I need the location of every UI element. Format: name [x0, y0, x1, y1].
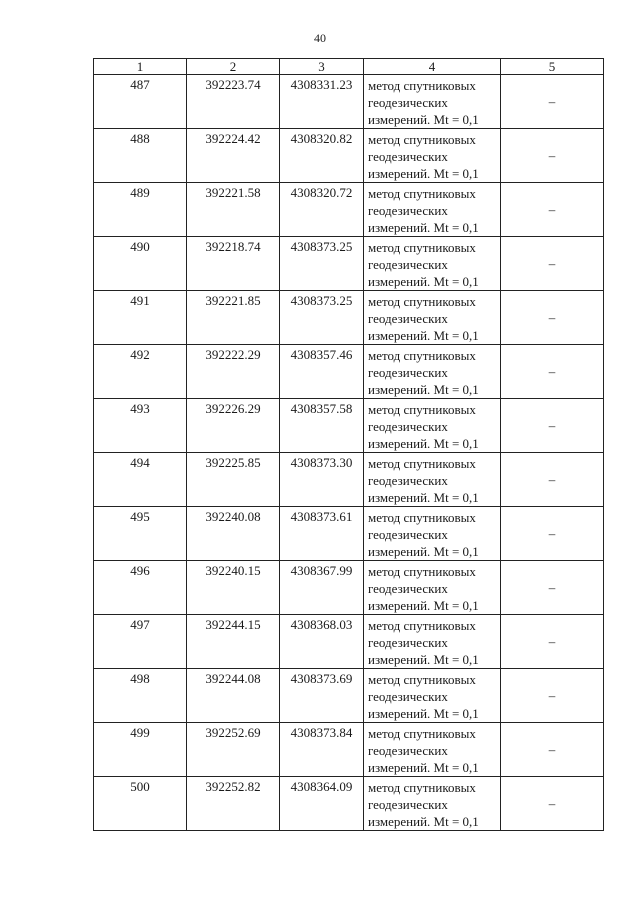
measurement-method: метод спутниковых геодезических измерений. Mt = 0,1 [364, 669, 501, 723]
note-cell: – [501, 75, 604, 129]
note-cell: – [501, 777, 604, 831]
note-cell: – [501, 723, 604, 777]
coordinate-y: 4308373.84 [280, 723, 364, 777]
note-cell: – [501, 183, 604, 237]
coordinate-x: 392224.42 [187, 129, 280, 183]
coordinate-y: 4308373.61 [280, 507, 364, 561]
table-row [94, 507, 604, 561]
coordinate-y: 4308373.25 [280, 291, 364, 345]
coordinate-y: 4308367.99 [280, 561, 364, 615]
note-cell: – [501, 669, 604, 723]
measurement-method: метод спутниковых геодезических измерений. Mt = 0,1 [364, 345, 501, 399]
point-number: 497 [94, 615, 187, 669]
point-number: 500 [94, 777, 187, 831]
coordinate-x: 392221.58 [187, 183, 280, 237]
note-cell: – [501, 237, 604, 291]
note-cell: – [501, 345, 604, 399]
measurement-method: метод спутниковых геодезических измерений. Mt = 0,1 [364, 453, 501, 507]
coordinate-y: 4308320.82 [280, 129, 364, 183]
table-row [94, 291, 604, 345]
measurement-method: метод спутниковых геодезических измерений. Mt = 0,1 [364, 237, 501, 291]
page-number: 40 [314, 31, 326, 45]
measurement-method: метод спутниковых геодезических измерений. Mt = 0,1 [364, 129, 501, 183]
coordinate-x: 392252.69 [187, 723, 280, 777]
coordinate-y: 4308357.58 [280, 399, 364, 453]
table-row [94, 237, 604, 291]
measurement-method: метод спутниковых геодезических измерений. Mt = 0,1 [364, 399, 501, 453]
point-number: 490 [94, 237, 187, 291]
coordinate-y: 4308331.23 [280, 75, 364, 129]
coordinate-y: 4308357.46 [280, 345, 364, 399]
coordinate-y: 4308368.03 [280, 615, 364, 669]
table-body [94, 75, 604, 831]
point-number: 492 [94, 345, 187, 399]
note-cell: – [501, 129, 604, 183]
table-row [94, 75, 604, 129]
coordinate-y: 4308320.72 [280, 183, 364, 237]
point-number: 494 [94, 453, 187, 507]
header-col-3: 3 [280, 59, 364, 75]
point-number: 495 [94, 507, 187, 561]
measurement-method: метод спутниковых геодезических измерений. Mt = 0,1 [364, 615, 501, 669]
header-col-1: 1 [94, 59, 187, 75]
point-number: 498 [94, 669, 187, 723]
header-col-5: 5 [501, 59, 604, 75]
coordinate-x: 392225.85 [187, 453, 280, 507]
measurement-method: метод спутниковых геодезических измерений. Mt = 0,1 [364, 291, 501, 345]
coordinate-x: 392240.08 [187, 507, 280, 561]
measurement-method: метод спутниковых геодезических измерений. Mt = 0,1 [364, 777, 501, 831]
table-row [94, 777, 604, 831]
table-row [94, 723, 604, 777]
point-number: 496 [94, 561, 187, 615]
table-row [94, 615, 604, 669]
table-header [94, 59, 604, 75]
coordinate-x: 392244.08 [187, 669, 280, 723]
table-row [94, 399, 604, 453]
point-number: 487 [94, 75, 187, 129]
coordinate-x: 392218.74 [187, 237, 280, 291]
coordinate-y: 4308364.09 [280, 777, 364, 831]
header-col-4: 4 [364, 59, 501, 75]
note-cell: – [501, 507, 604, 561]
measurement-method: метод спутниковых геодезических измерений. Mt = 0,1 [364, 561, 501, 615]
measurement-method: метод спутниковых геодезических измерений. Mt = 0,1 [364, 507, 501, 561]
coordinate-x: 392226.29 [187, 399, 280, 453]
table-row [94, 129, 604, 183]
measurement-method: метод спутниковых геодезических измерений. Mt = 0,1 [364, 75, 501, 129]
header-col-2: 2 [187, 59, 280, 75]
point-number: 493 [94, 399, 187, 453]
header-row [94, 59, 604, 75]
coordinate-x: 392240.15 [187, 561, 280, 615]
note-cell: – [501, 453, 604, 507]
table-row [94, 345, 604, 399]
table-row [94, 561, 604, 615]
coordinate-x: 392244.15 [187, 615, 280, 669]
table-row [94, 669, 604, 723]
coordinate-y: 4308373.30 [280, 453, 364, 507]
point-number: 488 [94, 129, 187, 183]
point-number: 491 [94, 291, 187, 345]
point-number: 489 [94, 183, 187, 237]
point-number: 499 [94, 723, 187, 777]
note-cell: – [501, 399, 604, 453]
measurement-method: метод спутниковых геодезических измерений. Mt = 0,1 [364, 183, 501, 237]
coordinates-table [93, 58, 604, 831]
table-row [94, 453, 604, 507]
table-row [94, 183, 604, 237]
coordinate-y: 4308373.69 [280, 669, 364, 723]
note-cell: – [501, 561, 604, 615]
measurement-method: метод спутниковых геодезических измерений. Mt = 0,1 [364, 723, 501, 777]
coordinate-x: 392223.74 [187, 75, 280, 129]
coordinate-x: 392252.82 [187, 777, 280, 831]
note-cell: – [501, 291, 604, 345]
coordinate-y: 4308373.25 [280, 237, 364, 291]
note-cell: – [501, 615, 604, 669]
coordinate-x: 392222.29 [187, 345, 280, 399]
coordinate-x: 392221.85 [187, 291, 280, 345]
